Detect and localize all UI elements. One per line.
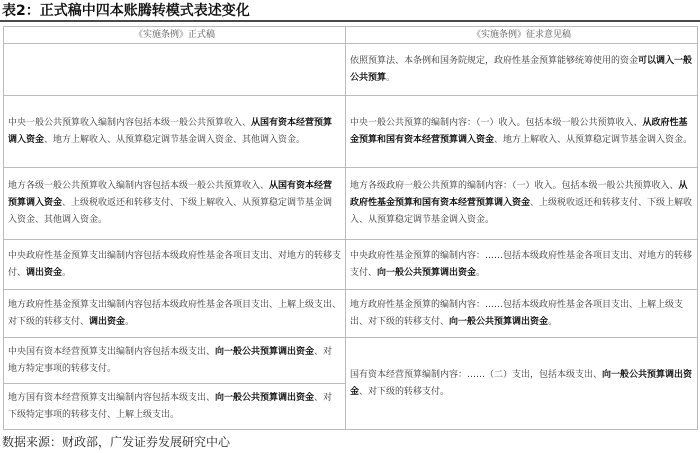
cell-left-3 — [4, 168, 346, 240]
text: 地方政府性基金预算支出编制内容包括本级政府性基金各项目支出、上解上级支出、对下级的转移支付、 — [8, 299, 342, 327]
table-row — [4, 290, 698, 338]
cell-left-7 — [4, 384, 346, 430]
table-row — [4, 44, 698, 96]
text: 、对下级的转移支付。 — [359, 386, 450, 397]
table-row — [4, 240, 698, 290]
text: 。 — [386, 72, 396, 83]
text: 。 — [548, 316, 558, 327]
header-draft: 《实施条例》征求意见稿 — [346, 27, 698, 44]
bold-text: 向一般公共预算调出资金 — [215, 346, 315, 357]
text: 中央一般公共预算的编制内容：（一）收入。包括本级一般公共预算收入、 — [350, 117, 643, 128]
text: 、地方上解收入、从预算稳定调节基金调入资金。 — [494, 134, 693, 145]
bold-text: 从政府性基金预算和国有资本经营预算调入资金 — [350, 181, 688, 208]
table-row — [4, 338, 698, 384]
text: 、对下级特定事项的转移支付、上解上级支出。 — [8, 392, 333, 420]
table-header-row — [4, 27, 698, 44]
comparison-table — [3, 26, 698, 430]
text: 地方政府性基金预算的编制内容：……包括本级政府性基金各项目支出、上解上级支出、对下级的转移支付、 — [350, 299, 684, 327]
text: 、上级税收返还和转移支付、下级上解收入、从预算稳定调节基金调入资金、其他调入资金。 — [8, 198, 333, 225]
cell-right-1 — [346, 44, 698, 96]
text: 、地方上解收入、从预算稳定调节基金调入资金、其他调入资金。 — [44, 134, 306, 145]
data-source: 数据来源：财政部，广发证券发展研究中心 — [2, 435, 231, 449]
text: 、对地方特定事项的转移支付。 — [8, 346, 333, 374]
cell-right-5 — [346, 290, 698, 338]
text: 中央国有资本经营预算支出编制内容包括本级支出、 — [8, 346, 216, 357]
bold-text: 调出资金 — [89, 316, 126, 327]
bold-text: 可以调入一般公共预算 — [350, 55, 693, 83]
cell-right-6 — [346, 338, 698, 430]
text: 。 — [476, 267, 486, 278]
text: 地方各级政府一般公共预算的编制内容：（一）收入。包括本级一般公共预算收入、 — [350, 181, 679, 191]
text: 中央政府性基金预算的编制内容：……包括本级政府性基金各项目支出、对地方的转移支付、 — [350, 250, 693, 278]
text: 地方各级一般公共预算收入编制内容包括本级一般公共预算收入、 — [8, 181, 270, 191]
text: 、上级税收返还和转移支付、下级上解收入、从预算稳定调节基金调入资金。 — [350, 198, 693, 225]
table-row — [4, 168, 698, 240]
cell-right-3 — [346, 168, 698, 240]
header-official: 《实施条例》正式稿 — [4, 27, 346, 44]
text: 中央一般公共预算收入编制内容包括本级一般公共预算收入、 — [8, 117, 252, 128]
cell-left-6 — [4, 338, 346, 384]
bold-text: 从政府性基金预算和国有资本经营预算调入资金 — [350, 117, 688, 145]
bold-text: 向一般公共预算调出资金 — [449, 316, 549, 327]
text: 地方国有资本经营预算支出编制内容包括本级支出、 — [8, 392, 216, 403]
cell-right-4 — [346, 240, 698, 290]
text: 。 — [125, 316, 135, 327]
bold-text: 向一般公共预算调出资金 — [350, 369, 693, 397]
table-title: 表2：正式稿中四本账腾转模式表述变化 — [0, 0, 700, 22]
text: 。 — [62, 267, 72, 278]
text: 中央政府性基金预算支出编制内容包括本级政府性基金各项目支出、对地方的转移支付、 — [8, 250, 342, 278]
bold-text: 从国有资本经营预算调入资金 — [8, 117, 333, 145]
text: 国有资本经营预算编制内容：……（二）支出，包括本级支出、 — [350, 369, 603, 380]
cell-left-4 — [4, 240, 346, 290]
cell-left-5 — [4, 290, 346, 338]
cell-right-2 — [346, 96, 698, 168]
bold-text: 向一般公共预算调出资金 — [215, 392, 315, 403]
bold-text: 从国有资本经营预算调入资金 — [8, 181, 333, 208]
bold-text: 调出资金 — [26, 267, 63, 278]
cell-left-1 — [4, 44, 346, 96]
cell-left-2 — [4, 96, 346, 168]
table-row — [4, 96, 698, 168]
text: 依照预算法、本条例和国务院规定，政府性基金预算能够统筹使用的资金 — [350, 55, 639, 66]
bold-text: 向一般公共预算调出资金 — [377, 267, 477, 278]
